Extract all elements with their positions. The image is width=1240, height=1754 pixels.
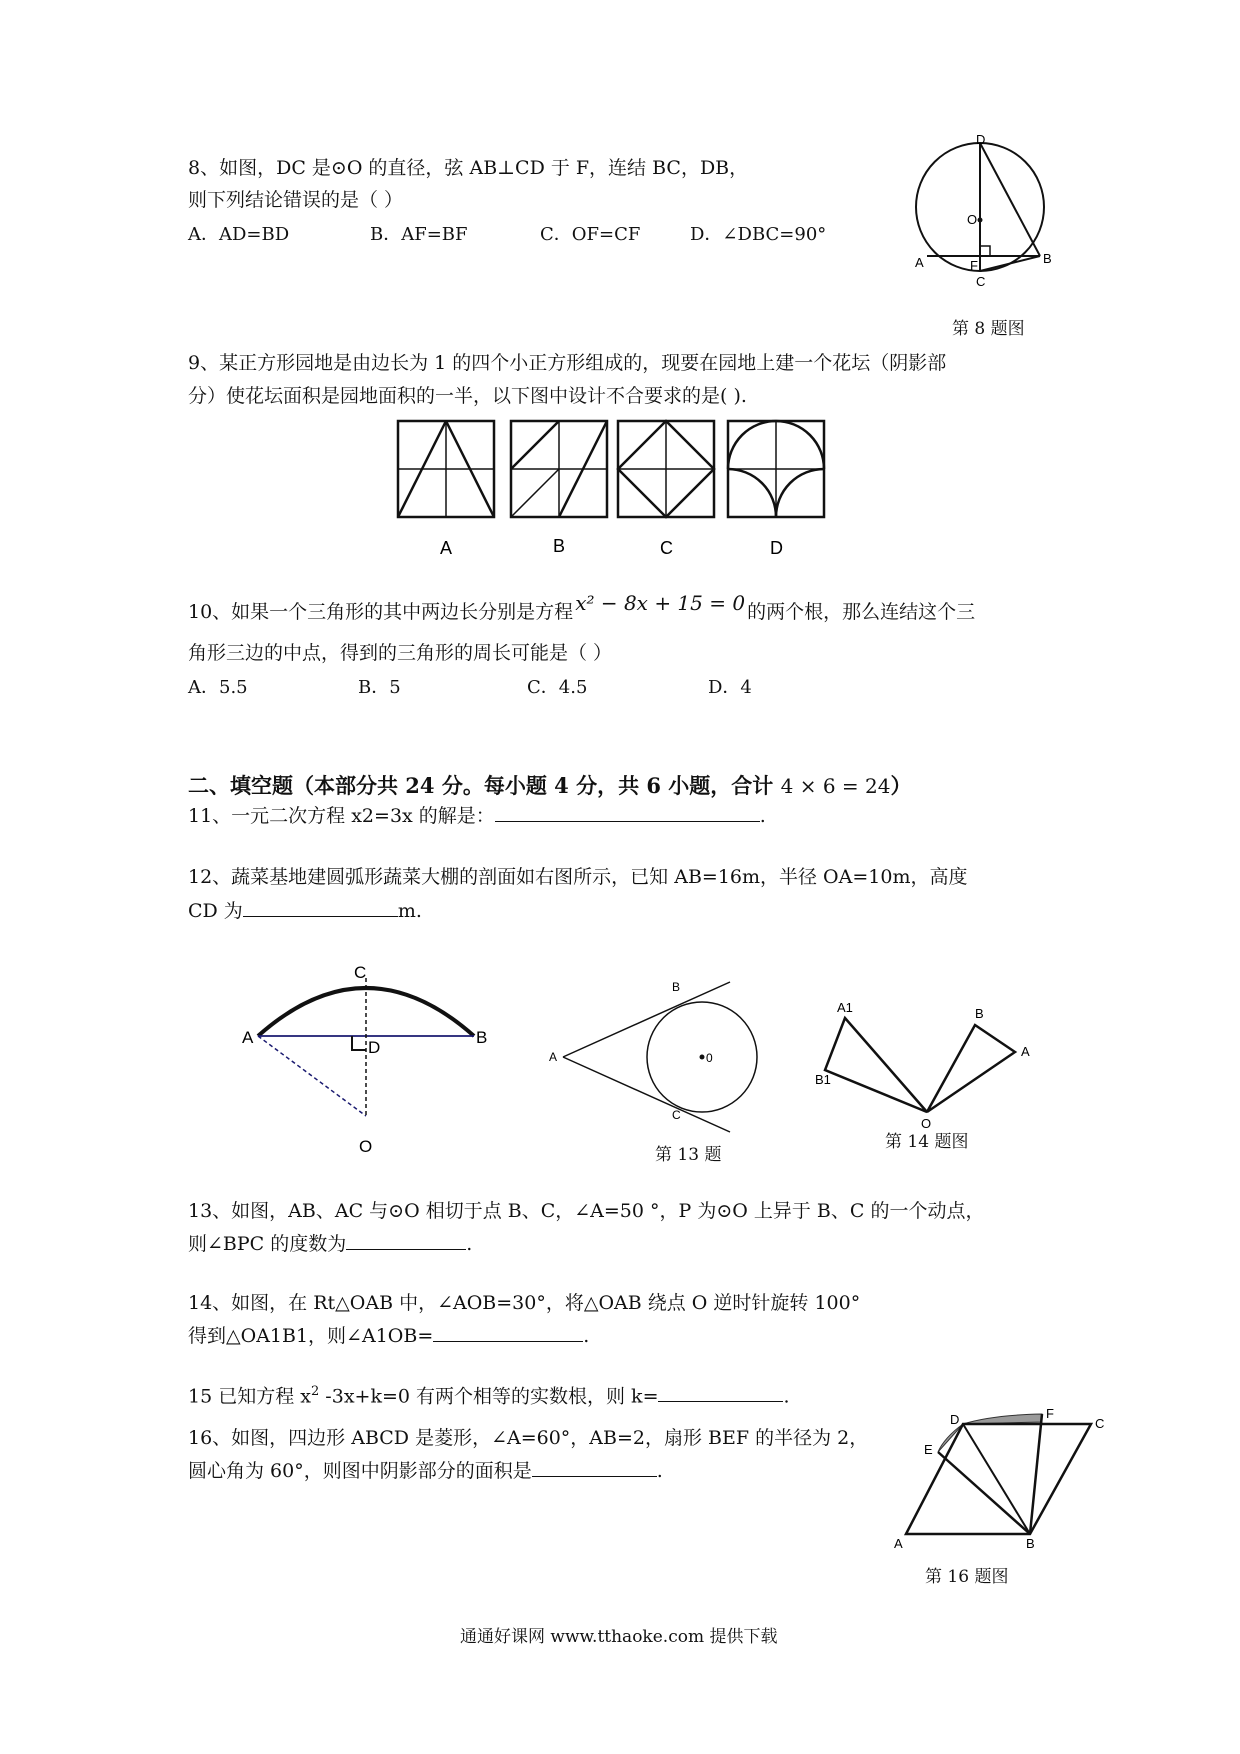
q13-figure: [545, 980, 765, 1130]
q10-equation: x² − 8x + 15 = 0: [575, 591, 746, 615]
q14-end: .: [583, 1325, 590, 1347]
q14-line2-pre: 得到△OA1B1，则∠A1OB=: [188, 1325, 434, 1347]
q16-end: .: [656, 1460, 663, 1482]
q15-post: -3x+k=0 有两个相等的实数根，则 k=: [319, 1385, 659, 1408]
q10-option-c: C．4.5: [527, 677, 588, 698]
q9-line1: 9、某正方形园地是由边长为 1 的四个小正方形组成的，现要在园地上建一个花坛（阴影部: [188, 352, 947, 374]
q8-line2: 则下列结论错误的是（ ）: [188, 189, 404, 211]
q8-figure: [915, 132, 1065, 310]
q13-line1: 13、如图，AB、AC 与⊙O 相切于点 B、C，∠A=50 °，P 为⊙O 上异于 B、C 的一个动点，: [188, 1200, 985, 1222]
q8-label-b: B: [1043, 251, 1052, 266]
q16-label-a: A: [894, 1536, 903, 1551]
q12-line2-post: m.: [397, 900, 422, 922]
q15: [188, 1379, 790, 1409]
q10-option-a: A．5.5: [188, 677, 248, 698]
q12-line2: [188, 898, 422, 924]
section2-title: 二、填空题（本部分共 24 分。每小题 4 分，共 6 小题，合计: [188, 773, 774, 798]
q12-label-a: A: [242, 1028, 254, 1047]
q9-label-a: A: [440, 538, 453, 558]
q8-caption: 第 8 题图: [952, 319, 1025, 339]
q14-caption: 第 14 题图: [885, 1132, 969, 1152]
q10-option-b: B．5: [358, 677, 401, 698]
q12-label-c: C: [354, 963, 367, 982]
q10-line2: 角形三边的中点，得到的三角形的周长可能是（ ）: [188, 642, 613, 664]
q11-end: .: [759, 805, 766, 827]
q16-label-c: C: [1095, 1416, 1105, 1431]
q11-answer-blank[interactable]: [495, 803, 760, 822]
q13-label-o: 0: [706, 1051, 713, 1065]
q14-answer-blank[interactable]: [433, 1323, 583, 1342]
q16-answer-blank[interactable]: [532, 1458, 657, 1477]
q8-option-d: D．∠DBC=90°: [690, 224, 827, 245]
q15-pre: 15 已知方程 x: [188, 1385, 311, 1408]
q12-line1: 12、蔬菜基地建圆弧形蔬菜大棚的剖面如右图所示，已知 AB=16m，半径 OA=10m，高度: [188, 866, 968, 888]
q15-answer-blank[interactable]: [658, 1383, 783, 1402]
q13-label-a: A: [549, 1050, 558, 1064]
q12-label-b: B: [476, 1028, 488, 1047]
q12-line2-pre: CD 为: [188, 900, 243, 922]
q14-label-b1: B1: [815, 1072, 831, 1087]
q15-end: .: [783, 1385, 790, 1408]
q8-option-c: C．OF=CF: [540, 224, 641, 245]
q13-caption: 第 13 题: [655, 1145, 722, 1165]
section2-close: ）: [890, 773, 912, 798]
q16-caption: 第 16 题图: [925, 1567, 1009, 1587]
section2-heading: [188, 770, 911, 800]
q14-line1: 14、如图，在 Rt△OAB 中，∠AOB=30°，将△OAB 绕点 O 逆时针旋转 100°: [188, 1292, 861, 1314]
q10-post: 的两个根，那么连结这个三: [747, 601, 976, 623]
q8-label-a: A: [915, 255, 924, 270]
q13-label-c: C: [672, 1108, 681, 1122]
section2-formula: 4 × 6 = 24: [780, 774, 891, 798]
q16-label-b: B: [1026, 1536, 1035, 1551]
q10-option-d: D．4: [708, 677, 752, 698]
q13-line2: [188, 1231, 472, 1257]
q12-figure: [240, 960, 500, 1160]
q9-figures: [395, 418, 835, 563]
q11-text: 11、一元二次方程 x2=3x 的解是：: [188, 805, 495, 827]
q8-label-d: D: [976, 132, 986, 147]
q16-label-e: E: [924, 1442, 933, 1457]
q14-label-a: A: [1021, 1044, 1030, 1059]
q16-line1: 16、如图，四边形 ABCD 是菱形，∠A=60°，AB=2，扇形 BEF 的半径为 2，: [188, 1427, 869, 1449]
q16-label-f: F: [1046, 1406, 1054, 1421]
q14-label-o: O: [921, 1116, 932, 1131]
q16-figure: [892, 1406, 1117, 1551]
q12-label-d: D: [368, 1038, 381, 1057]
q11: [188, 803, 766, 829]
q16-line2: [188, 1458, 663, 1484]
q13-line2-pre: 则∠BPC 的度数为: [188, 1233, 347, 1255]
q9-line2: 分）使花坛面积是园地面积的一半，以下图中设计不合要求的是( ).: [188, 385, 747, 407]
q8-option-b: B．AF=BF: [370, 224, 468, 245]
q15-sup: 2: [310, 1384, 320, 1399]
q13-label-b: B: [672, 980, 681, 994]
q8-option-a: A．AD=BD: [188, 224, 290, 245]
q9-label-d: D: [770, 538, 783, 558]
q16-line2-pre: 圆心角为 60°，则图中阴影部分的面积是: [188, 1460, 532, 1482]
q13-end: .: [466, 1233, 473, 1255]
q12-label-o: O: [359, 1137, 373, 1156]
q10-line1: [188, 591, 976, 625]
q8-label-c: C: [976, 274, 986, 289]
q8-line1: 8、如图，DC 是⊙O 的直径，弦 AB⊥CD 于 F，连结 BC，DB，: [188, 157, 749, 179]
q9-label-b: B: [553, 536, 566, 556]
q12-answer-blank[interactable]: [243, 898, 398, 917]
page-footer: 通通好课网 www.tthaoke.com 提供下载: [460, 1627, 778, 1647]
q13-answer-blank[interactable]: [346, 1231, 466, 1250]
q16-label-d: D: [950, 1412, 960, 1427]
q14-label-a1: A1: [837, 1000, 853, 1015]
q14-line2: [188, 1323, 589, 1349]
q14-label-b: B: [975, 1006, 984, 1021]
q9-label-c: C: [660, 538, 673, 558]
q14-figure: [815, 1000, 1045, 1140]
q8-label-o: O: [967, 212, 978, 227]
q8-label-f: F: [970, 258, 978, 273]
q10-pre: 10、如果一个三角形的其中两边长分别是方程: [188, 601, 574, 623]
